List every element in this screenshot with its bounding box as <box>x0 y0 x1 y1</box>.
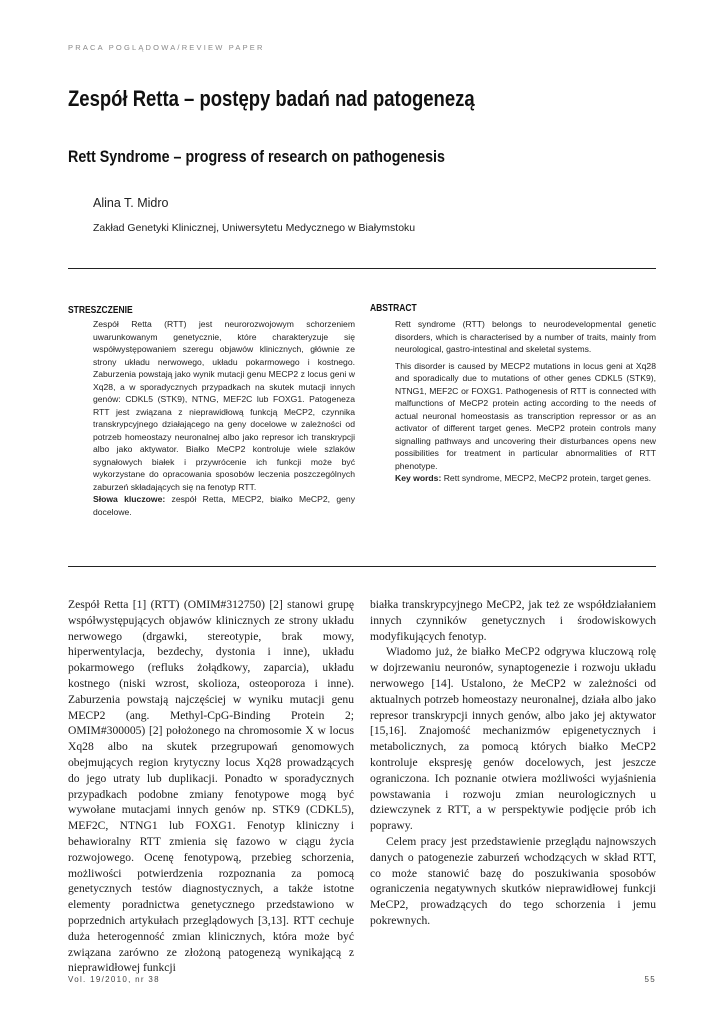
body-paragraph: białka transkrypcyjnego MeCP2, jak też ze współdziałaniem innych czynników genetycznych i środowiskowych modyfikujących fenotyp. <box>370 598 656 643</box>
body-paragraph: Zespół Retta [1] (RTT) (OMIM#312750) [2] stanowi grupę współwystępujących objawów klinicznych ze strony układu nerwowego (drgawki, stereotypie, brak mowy, hiperwentylacja, bezdechy, dystonia i inne), układu pokarmowego (refluks żołądkowy, zaparcia), układu kostnego (niski wzrost, skolioza, osteoporoza i inne). Zaburzenia powstają najczęściej w wyniku mutacji genu MECP2 (ang. Methyl-CpG-Binding Protein 2; OMIM#300005) [2] położonego na chromosomie X w locus Xq28 albo na skutek przegrupowań genomowych obejmujących region krytyczny locus Xq28 prowadzących do jego utraty lub duplikacji. Ponadto w sporadycznych przypadkach podobne zmiany fenotypowe mogą być wywołane mutacjami innych genów np. STK9 (CDKL5), MEF2C, NTNG1 lub FOXG1. Fenotyp kliniczny i behawioralny RTT zmienia się fazowo w ciągu życia rozwojowego. Ocenę fenotypową, przebieg schorzenia, możliwości potwierdzenia rozpoznania za pomocą genetycznych testów diagnostycznych, a także istotne elementy poradnictwa genetycznego przedstawiono w poprzednich artykułach przeglądowych [3,13]. RTT cechuje duża heterogenność zmian klinicznych, która może być związana zarówno ze złożoną patogenezą wynikającą z nieprawidłowej funkcji <box>68 598 354 975</box>
abstract-text-2: This disorder is caused by MECP2 mutations in locus geni at Xq28 and sporadically due to mutations of other genes CDKL5 (STK9), NTNG1, MEF2C or FOXG1. Pathogenesis of RTT is connected with malfunctions of MeCP2 protein acting according to the needs of actual neuronal homeostasis as transcription repressor or as an activator of different target genes. MeCP2 protein controls many signalling pathways and uncovering their disturbances opens new possibilities for treatment in particular abnormalities of RTT phenotype. <box>395 360 656 471</box>
streszczenie-keywords-value: zespół Retta, MECP2, białko MeCP2, geny docelowe. <box>93 494 355 517</box>
abstract-keywords-value: Rett syndrome, MECP2, MeCP2 protein, target genes. <box>443 473 652 483</box>
streszczenie-keywords-label: Słowa kluczowe: <box>93 494 166 504</box>
abstract-text-1: Rett syndrome (RTT) belongs to neurodevelopmental genetic disorders, which is characterised by a number of traits, mainly from neurological, gastro-intestinal and skeletal systems. <box>395 319 656 354</box>
divider-middle <box>68 566 656 567</box>
divider-top <box>68 268 656 269</box>
streszczenie-block <box>93 318 355 518</box>
body-column-right <box>370 597 656 929</box>
abstract-block <box>395 318 656 485</box>
abstract-heading: ABSTRACT <box>370 303 417 314</box>
footer-page-number: 55 <box>644 975 656 984</box>
author-name: Alina T. Midro <box>93 196 169 210</box>
body-paragraph: Wiadomo już, że białko MeCP2 odgrywa kluczową rolę w dojrzewaniu neuronów, synaptogenezie i rozwoju układu nerwowego [14]. Ustalono, że MeCP2 w zależności od aktualnych potrzeb homeostazy neuronalnej, działa albo jako represor transkrypcji innych genów, albo jako jej aktywator [15,16]. Znajomość mechanizmów epigenetycznych i metabolicznych, za pomocą których białko MeCP2 kontroluje ekspresję genów docelowych, jest jeszcze ograniczona. Ich poznanie otwiera możliwości wyjaśnienia powstawania i rozwoju zmian neurologicznych u dziewczynek z RTT, a w perspektywie podjęcie prób ich poprawy. <box>370 645 656 833</box>
abstract-keywords <box>395 472 656 485</box>
streszczenie-heading: STRESZCZENIE <box>68 305 133 316</box>
body-column-left <box>68 597 354 976</box>
footer-journal-info: Vol. 19/2010, nr 38 <box>68 975 160 984</box>
author-affiliation: Zakład Genetyki Klinicznej, Uniwersytetu Medycznego w Białymstoku <box>93 222 416 234</box>
article-type-label: PRACA POGLĄDOWA/REVIEW PAPER <box>68 43 265 52</box>
streszczenie-text: Zespół Retta (RTT) jest neurorozwojowym schorzeniem uwarunkowanym genetycznie, które charakteryzuje się współwystępowaniem szeregu objawów klinicznych, głównie ze strony układu nerwowego, układu pokarmowego i kostnego. Zaburzenia powstają jako wynik mutacji genu MECP2 z locus geni w Xq28, a w sporadycznych przypadkach na skutek mutacji innych genów: CDKL5 (STK9), NTNG, MEF2C lub FOXG1. Patogeneza RTT jest związana z nieprawidłową funkcją MeCP2, czynnika transkrypcyjnego działającego na geny docelowe w zależności od potrzeb homeostazy neuronalnej albo jako represor ich transkrypcji albo jako aktywator. Białko MeCP2 kontroluje wiele szlaków sygnałowych białek i przywrócenie ich funkcji może być wykorzystane do opracowania sposobów leczenia poszczególnych zaburzeń składających się na fenotyp RTT. <box>93 319 355 492</box>
title-english: Rett Syndrome – progress of research on pathogenesis <box>68 147 445 166</box>
abstract-keywords-label: Key words: <box>395 473 442 483</box>
body-paragraph: Celem pracy jest przedstawienie przeglądu najnowszych danych o patogenezie zaburzeń wchodzących w skład RTT, co może stanowić bazę do poszukiwania sposobów ograniczenia negatywnych skutków nieprawidłowej funkcji MeCP2, prowadzących do tego schorzenia i jemu pokrewnych. <box>370 834 656 927</box>
streszczenie-keywords <box>93 493 355 518</box>
title-polish: Zespół Retta – postępy badań nad patogenezą <box>68 86 475 111</box>
